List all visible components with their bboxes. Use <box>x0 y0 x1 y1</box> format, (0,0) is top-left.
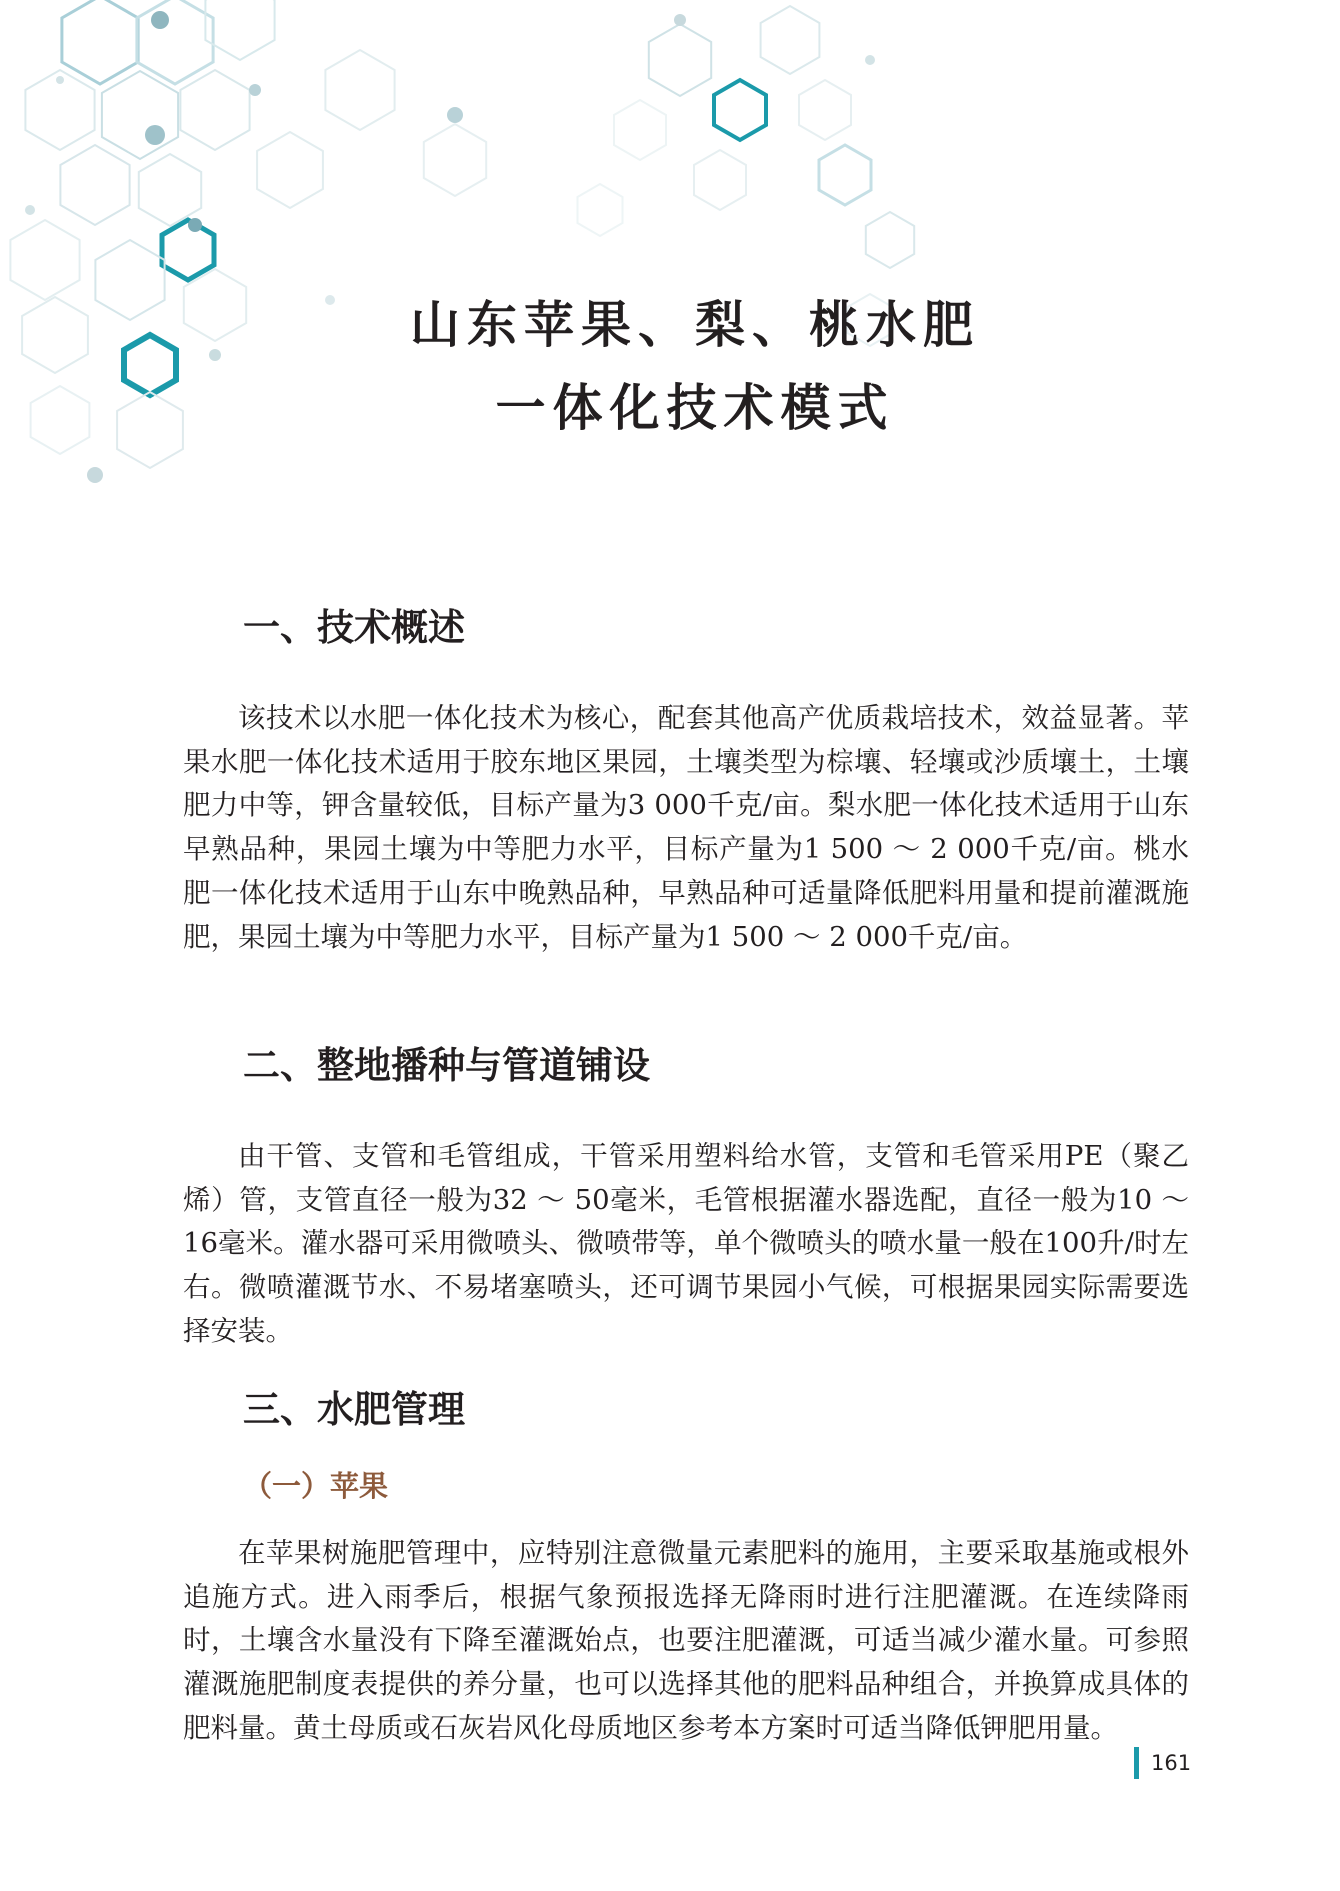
hexagon-shape <box>10 220 79 300</box>
section-paragraph-overview: 该技术以水肥一体化技术为核心，配套其他高产优质栽培技术，效益显著。苹果水肥一体化技术适用于胶东地区果园，土壤类型为棕壤、轻壤或沙质壤土，土壤肥力中等，钾含量较低，目标产量为3 000千克/亩。梨水肥一体化技术适用于山东早熟品种，果园土壤为中等肥力水平，目标产量为1 500 ～ 2 000千克/亩。桃水肥一体化技术适用于山东中晚熟品种，早熟品种可适量降低肥料用量和提前灌溉施肥，果园土壤为中等肥力水平，目标产量为1 500 ～ 2 000千克/亩。 <box>183 702 1189 953</box>
hexagon-shape <box>162 220 214 280</box>
hexagon-shape <box>117 392 183 468</box>
hexagon-shape <box>325 50 394 130</box>
molecule-dot <box>865 55 875 65</box>
molecule-dot <box>209 349 221 361</box>
hexagon-shape <box>60 145 129 225</box>
molecule-dot <box>87 467 103 483</box>
molecule-dot <box>145 125 165 145</box>
page-number: 161 <box>1151 1751 1192 1775</box>
section-heading-water-fertilizer: 三、水肥管理 <box>243 1388 465 1431</box>
hexagon-shape <box>95 240 164 320</box>
molecule-dot <box>56 76 64 84</box>
page-number-bar <box>1134 1747 1139 1779</box>
hexagon-shape <box>714 80 766 140</box>
hexagon-shape <box>649 24 711 96</box>
hexagon-shape <box>578 184 623 236</box>
hexagon-shape <box>866 212 914 268</box>
hexagon-shape <box>819 145 871 205</box>
hexagon-shape <box>124 335 176 395</box>
section-heading-overview: 一、技术概述 <box>243 606 465 649</box>
hexagon-shape <box>761 6 820 74</box>
molecule-dot <box>25 205 35 215</box>
subsection-heading-apple: （一）苹果 <box>243 1469 389 1503</box>
hexagon-shape <box>102 71 178 159</box>
hexagon-shape <box>139 154 201 226</box>
section-paragraph-pipe-laying: 由干管、支管和毛管组成，干管采用塑料给水管，支管和毛管采用PE（聚乙烯）管，支管直径一般为32 ～ 50毫米，毛管根据灌水器选配，直径一般为10 ～ 16毫米。灌水器可采用微喷头、微喷带等，单个微喷头的喷水量一般在100升/时左右。微喷灌溉节水、不易堵塞喷头，还可调节果园小气候，可根据果园实际需要选择安装。 <box>183 1140 1189 1347</box>
molecule-dot <box>188 218 202 232</box>
molecule-dot <box>674 14 686 26</box>
hexagon-shape <box>614 100 666 160</box>
section-paragraph-apple: 在苹果树施肥管理中，应特别注意微量元素肥料的施用，主要采取基施或根外追施方式。进入雨季后，根据气象预报选择无降雨时进行注肥灌溉。在连续降雨时，土壤含水量没有下降至灌溉始点，也要注肥灌溉，可适当减少灌水量。可参照灌溉施肥制度表提供的养分量，也可以选择其他的肥料品种组合，并换算成具体的肥料量。黄土母质或石灰岩风化母质地区参考本方案时可适当降低钾肥用量。 <box>183 1537 1189 1744</box>
hexagon-shape <box>205 0 274 60</box>
hexagon-shape <box>799 80 851 140</box>
hexagon-shape <box>424 124 486 196</box>
hexagon-shape <box>180 70 249 150</box>
hexagon-shape <box>62 0 138 84</box>
hexagon-shape <box>257 132 323 208</box>
hexagon-shape <box>22 297 88 373</box>
hexagon-shape <box>137 0 213 84</box>
hexagon-shape <box>694 150 746 210</box>
document-title-line-1: 山东苹果、梨、桃水肥 <box>410 295 980 354</box>
molecule-dot <box>151 11 169 29</box>
document-title-line-2: 一体化技术模式 <box>495 378 895 437</box>
hexagon-molecule-decoration <box>0 0 1340 560</box>
page-number-block <box>1134 1747 1191 1779</box>
molecule-dot <box>447 107 463 123</box>
section-heading-pipe-laying: 二、整地播种与管道铺设 <box>243 1044 650 1087</box>
hexagon-shape <box>31 386 90 454</box>
molecule-dot <box>249 84 261 96</box>
